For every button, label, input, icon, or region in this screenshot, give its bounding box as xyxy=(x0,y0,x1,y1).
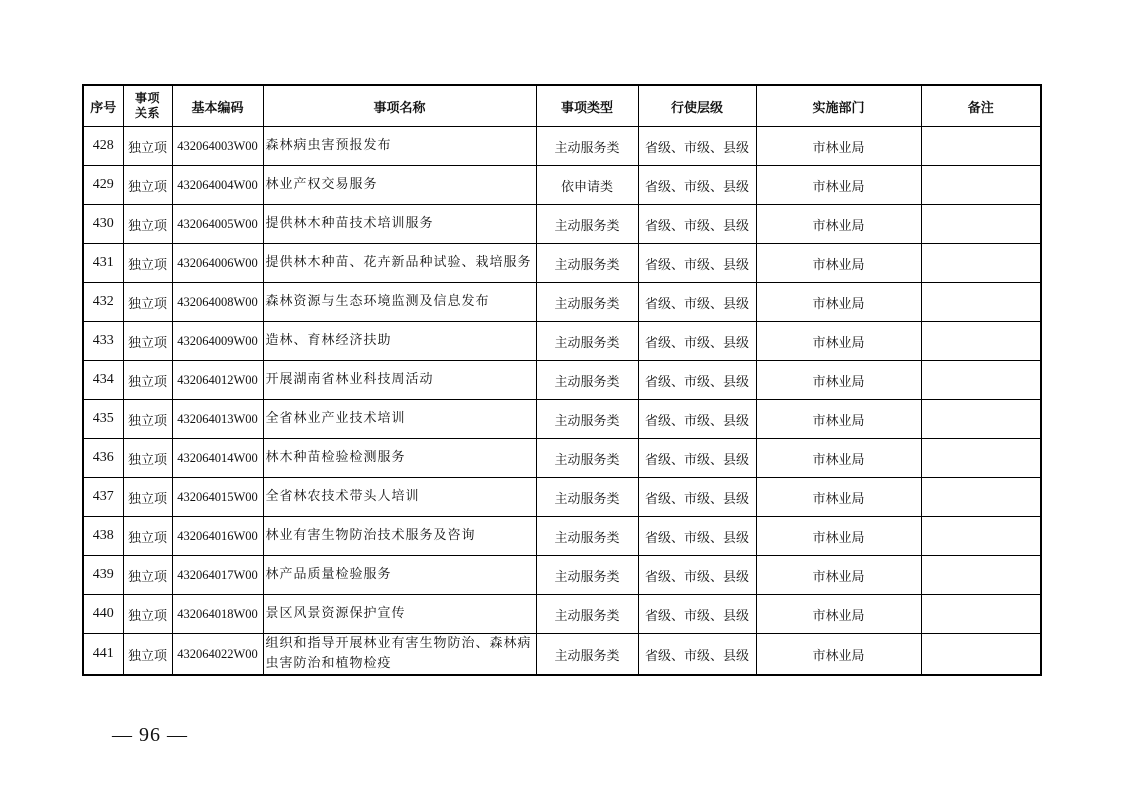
cell-note xyxy=(921,127,1041,166)
table-row xyxy=(83,361,1041,400)
cell-relation: 独立项 xyxy=(123,166,172,205)
cell-type: 主动服务类 xyxy=(536,400,638,439)
cell-code: 432064013W00 xyxy=(172,400,263,439)
cell-type: 主动服务类 xyxy=(536,361,638,400)
cell-relation: 独立项 xyxy=(123,517,172,556)
cell-relation: 独立项 xyxy=(123,322,172,361)
cell-note xyxy=(921,283,1041,322)
cell-dept: 市林业局 xyxy=(756,634,921,676)
table-row xyxy=(83,634,1041,676)
table-row xyxy=(83,400,1041,439)
cell-seq: 433 xyxy=(83,322,123,361)
cell-code: 432064006W00 xyxy=(172,244,263,283)
cell-code: 432064018W00 xyxy=(172,595,263,634)
header-seq: 序号 xyxy=(83,85,123,127)
header-name: 事项名称 xyxy=(263,85,536,127)
cell-note xyxy=(921,244,1041,283)
cell-relation: 独立项 xyxy=(123,439,172,478)
cell-relation: 独立项 xyxy=(123,127,172,166)
header-dept: 实施部门 xyxy=(756,85,921,127)
cell-name: 造林、育林经济扶助 xyxy=(263,322,536,361)
table-row xyxy=(83,439,1041,478)
cell-level: 省级、市级、县级 xyxy=(638,595,756,634)
cell-level: 省级、市级、县级 xyxy=(638,166,756,205)
cell-code: 432064017W00 xyxy=(172,556,263,595)
table-body xyxy=(83,127,1041,676)
table-row xyxy=(83,127,1041,166)
cell-note xyxy=(921,556,1041,595)
cell-level: 省级、市级、县级 xyxy=(638,322,756,361)
table-row xyxy=(83,166,1041,205)
cell-dept: 市林业局 xyxy=(756,283,921,322)
cell-relation: 独立项 xyxy=(123,361,172,400)
cell-name: 开展湖南省林业科技周活动 xyxy=(263,361,536,400)
cell-note xyxy=(921,400,1041,439)
table-row xyxy=(83,595,1041,634)
cell-seq: 430 xyxy=(83,205,123,244)
cell-dept: 市林业局 xyxy=(756,205,921,244)
cell-name: 组织和指导开展林业有害生物防治、森林病虫害防治和植物检疫 xyxy=(263,634,536,676)
cell-type: 主动服务类 xyxy=(536,595,638,634)
cell-code: 432064004W00 xyxy=(172,166,263,205)
cell-level: 省级、市级、县级 xyxy=(638,361,756,400)
cell-type: 主动服务类 xyxy=(536,556,638,595)
cell-dept: 市林业局 xyxy=(756,166,921,205)
cell-relation: 独立项 xyxy=(123,634,172,676)
page-number: — 96 — xyxy=(112,724,188,746)
table-row xyxy=(83,244,1041,283)
header-type: 事项类型 xyxy=(536,85,638,127)
cell-name: 景区风景资源保护宣传 xyxy=(263,595,536,634)
cell-code: 432064008W00 xyxy=(172,283,263,322)
cell-dept: 市林业局 xyxy=(756,322,921,361)
cell-level: 省级、市级、县级 xyxy=(638,439,756,478)
cell-note xyxy=(921,595,1041,634)
cell-code: 432064003W00 xyxy=(172,127,263,166)
header-relation xyxy=(123,85,172,127)
cell-relation: 独立项 xyxy=(123,400,172,439)
cell-level: 省级、市级、县级 xyxy=(638,634,756,676)
cell-dept: 市林业局 xyxy=(756,517,921,556)
cell-name: 全省林农技术带头人培训 xyxy=(263,478,536,517)
cell-dept: 市林业局 xyxy=(756,400,921,439)
cell-name: 林产品质量检验服务 xyxy=(263,556,536,595)
cell-note xyxy=(921,166,1041,205)
cell-name: 提供林木种苗技术培训服务 xyxy=(263,205,536,244)
cell-seq: 441 xyxy=(83,634,123,676)
cell-type: 主动服务类 xyxy=(536,322,638,361)
cell-dept: 市林业局 xyxy=(756,244,921,283)
cell-code: 432064009W00 xyxy=(172,322,263,361)
header-relation-line1: 事项 xyxy=(134,91,160,105)
cell-note xyxy=(921,205,1041,244)
cell-note xyxy=(921,634,1041,676)
cell-note xyxy=(921,478,1041,517)
cell-name: 森林病虫害预报发布 xyxy=(263,127,536,166)
cell-seq: 428 xyxy=(83,127,123,166)
cell-type: 依申请类 xyxy=(536,166,638,205)
cell-name: 林业有害生物防治技术服务及咨询 xyxy=(263,517,536,556)
cell-relation: 独立项 xyxy=(123,244,172,283)
table-row xyxy=(83,556,1041,595)
cell-seq: 434 xyxy=(83,361,123,400)
cell-type: 主动服务类 xyxy=(536,283,638,322)
cell-note xyxy=(921,361,1041,400)
cell-code: 432064005W00 xyxy=(172,205,263,244)
cell-name: 全省林业产业技术培训 xyxy=(263,400,536,439)
cell-seq: 439 xyxy=(83,556,123,595)
table-header-row xyxy=(83,85,1041,127)
cell-level: 省级、市级、县级 xyxy=(638,556,756,595)
cell-note xyxy=(921,322,1041,361)
cell-dept: 市林业局 xyxy=(756,361,921,400)
cell-relation: 独立项 xyxy=(123,556,172,595)
table-row xyxy=(83,478,1041,517)
cell-dept: 市林业局 xyxy=(756,439,921,478)
cell-note xyxy=(921,517,1041,556)
cell-seq: 437 xyxy=(83,478,123,517)
cell-level: 省级、市级、县级 xyxy=(638,127,756,166)
cell-seq: 432 xyxy=(83,283,123,322)
cell-seq: 435 xyxy=(83,400,123,439)
cell-relation: 独立项 xyxy=(123,283,172,322)
cell-dept: 市林业局 xyxy=(756,478,921,517)
cell-name: 森林资源与生态环境监测及信息发布 xyxy=(263,283,536,322)
cell-note xyxy=(921,439,1041,478)
cell-code: 432064015W00 xyxy=(172,478,263,517)
cell-dept: 市林业局 xyxy=(756,556,921,595)
cell-seq: 431 xyxy=(83,244,123,283)
cell-code: 432064016W00 xyxy=(172,517,263,556)
cell-code: 432064012W00 xyxy=(172,361,263,400)
cell-code: 432064014W00 xyxy=(172,439,263,478)
cell-dept: 市林业局 xyxy=(756,595,921,634)
cell-seq: 438 xyxy=(83,517,123,556)
table-row xyxy=(83,205,1041,244)
header-code: 基本编码 xyxy=(172,85,263,127)
cell-type: 主动服务类 xyxy=(536,517,638,556)
cell-seq: 429 xyxy=(83,166,123,205)
cell-code: 432064022W00 xyxy=(172,634,263,676)
cell-type: 主动服务类 xyxy=(536,205,638,244)
cell-level: 省级、市级、县级 xyxy=(638,205,756,244)
cell-name: 林木种苗检验检测服务 xyxy=(263,439,536,478)
cell-relation: 独立项 xyxy=(123,595,172,634)
cell-relation: 独立项 xyxy=(123,205,172,244)
cell-type: 主动服务类 xyxy=(536,634,638,676)
header-note: 备注 xyxy=(921,85,1041,127)
cell-seq: 440 xyxy=(83,595,123,634)
cell-level: 省级、市级、县级 xyxy=(638,517,756,556)
cell-type: 主动服务类 xyxy=(536,244,638,283)
table-row xyxy=(83,517,1041,556)
cell-seq: 436 xyxy=(83,439,123,478)
cell-type: 主动服务类 xyxy=(536,127,638,166)
cell-dept: 市林业局 xyxy=(756,127,921,166)
cell-name: 林业产权交易服务 xyxy=(263,166,536,205)
cell-level: 省级、市级、县级 xyxy=(638,478,756,517)
cell-relation: 独立项 xyxy=(123,478,172,517)
header-level: 行使层级 xyxy=(638,85,756,127)
cell-type: 主动服务类 xyxy=(536,439,638,478)
cell-name: 提供林木种苗、花卉新品种试验、栽培服务 xyxy=(263,244,536,283)
cell-level: 省级、市级、县级 xyxy=(638,400,756,439)
items-table xyxy=(82,84,1042,676)
cell-type: 主动服务类 xyxy=(536,478,638,517)
cell-level: 省级、市级、县级 xyxy=(638,283,756,322)
table-row xyxy=(83,322,1041,361)
table-row xyxy=(83,283,1041,322)
header-relation-line2: 关系 xyxy=(134,106,160,120)
cell-level: 省级、市级、县级 xyxy=(638,244,756,283)
